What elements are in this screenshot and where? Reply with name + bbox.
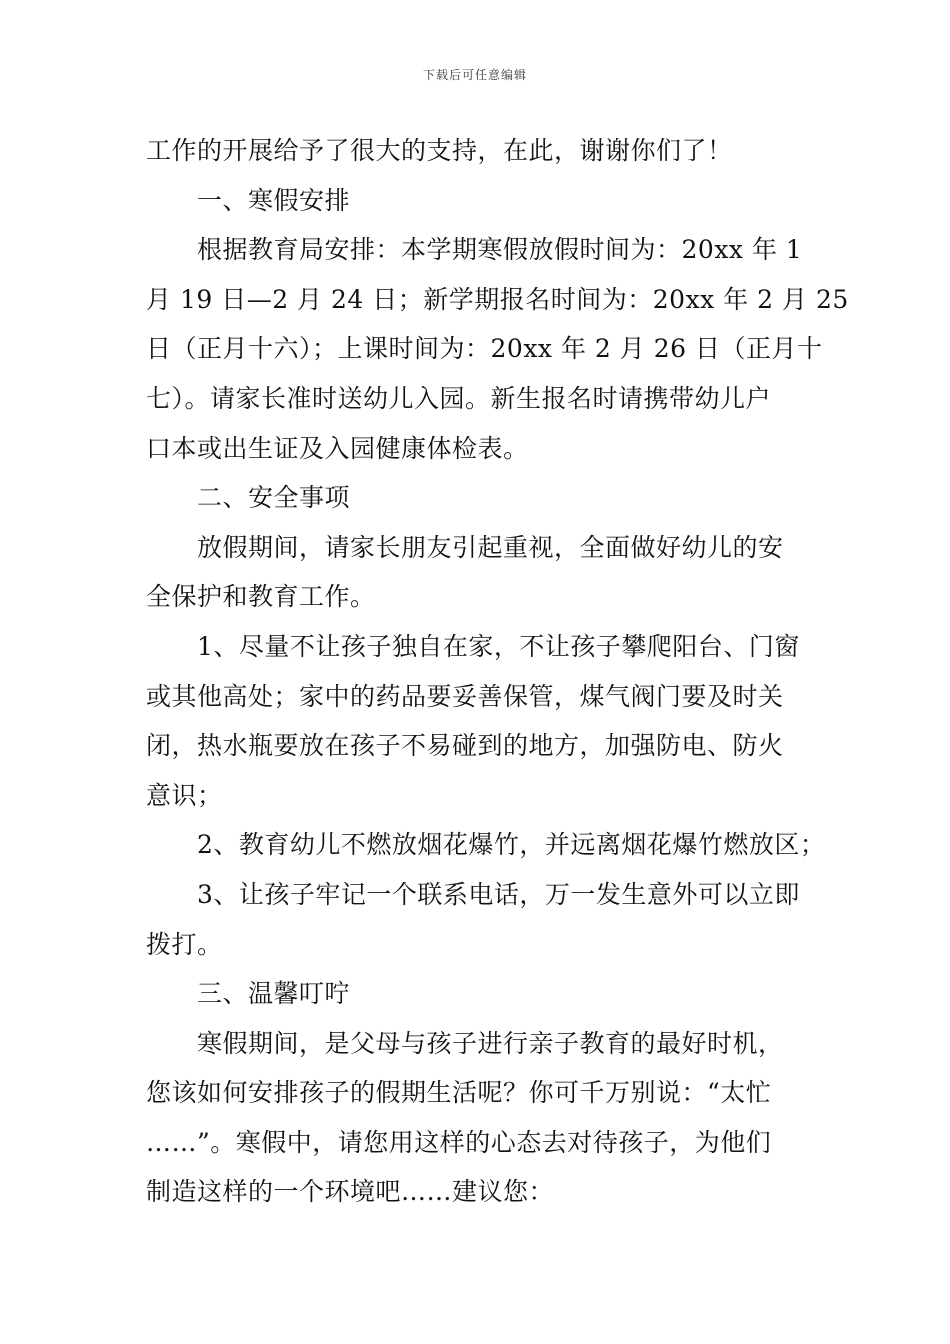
section-heading-reminders: 三、温馨叮咛 (197, 979, 351, 1009)
text-line: 制造这样的一个环境吧……建议您： (146, 1177, 555, 1207)
section-heading-winter-break: 一、寒假安排 (197, 185, 351, 215)
page-header-note: 下载后可任意编辑 (422, 68, 527, 82)
text-line: 工作的开展给予了很大的支持，在此，谢谢你们了！ (146, 136, 733, 165)
text-line: 月 19 日—2 月 24 日；新学期报名时间为：20xx 年 2 月 25 (146, 284, 849, 314)
section-heading-safety: 二、安全事项 (197, 483, 351, 513)
list-item-safety-2: 2、教育幼儿不燃放烟花爆竹，并远离烟花爆竹燃放区； (197, 830, 826, 860)
text-line: 拨打。 (146, 929, 223, 959)
text-line: 意识； (146, 780, 223, 810)
document-body (146, 126, 849, 1217)
text-line: 根据教育局安排：本学期寒假放假时间为：20xx 年 1 (197, 235, 803, 265)
text-line: 七）。请家长准时送幼儿入园。新生报名时请携带幼儿户 (146, 383, 772, 413)
text-line: 口本或出生证及入园健康体检表。 (146, 433, 529, 463)
text-line: 您该如何安排孩子的假期生活呢？你可千万别说：“太忙 (146, 1078, 772, 1108)
text-line: 闭，热水瓶要放在孩子不易碰到的地方，加强防电、防火 (146, 731, 784, 761)
list-item-safety-3: 3、让孩子牢记一个联系电话，万一发生意外可以立即 (197, 879, 800, 909)
list-item-safety-1: 1、尽量不让孩子独自在家，不让孩子攀爬阳台、门窗 (197, 631, 800, 661)
text-line: 日（正月十六）；上课时间为：20xx 年 2 月 26 日（正月十 (146, 334, 823, 364)
text-line: ……”。寒假中，请您用这样的心态去对待孩子，为他们 (146, 1127, 772, 1157)
text-line: 放假期间，请家长朋友引起重视，全面做好幼儿的安 (197, 532, 784, 562)
text-line: 寒假期间，是父母与孩子进行亲子教育的最好时机， (197, 1028, 784, 1058)
text-line: 或其他高处；家中的药品要妥善保管，煤气阀门要及时关 (146, 681, 784, 711)
text-line: 全保护和教育工作。 (146, 582, 376, 612)
